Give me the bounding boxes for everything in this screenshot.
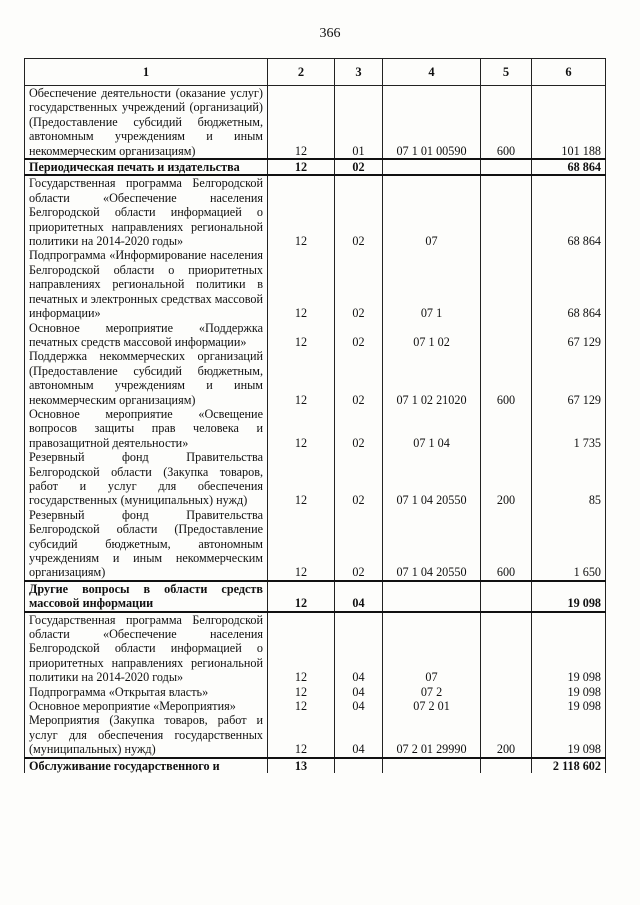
row-code-cell: 07 1 02 21020 bbox=[383, 349, 481, 407]
row-code-cell bbox=[481, 699, 532, 713]
row-code-cell: 19 098 bbox=[532, 699, 606, 713]
row-code-cell: 85 bbox=[532, 450, 606, 508]
row-code-cell: 1 735 bbox=[532, 407, 606, 450]
row-code-cell bbox=[335, 758, 383, 773]
table-header-row bbox=[25, 59, 606, 86]
row-name-cell: Основное мероприятие «Мероприятия» bbox=[25, 699, 268, 713]
row-name-cell: Подпрограмма «Информирование населения Белгородской области о приоритетных направлениях региональной политики в печатных и электронных средствах массовой информации» bbox=[25, 248, 268, 320]
table-row bbox=[25, 685, 606, 699]
row-name-cell: Основное мероприятие «Поддержка печатных средств массовой информации» bbox=[25, 321, 268, 350]
row-name-cell: Поддержка некоммерческих организаций (Предоставление субсидий бюджетным, автономным учреждениям и иным некоммерческим организациям) bbox=[25, 349, 268, 407]
row-code-cell: 200 bbox=[481, 713, 532, 757]
row-code-cell: 02 bbox=[335, 321, 383, 350]
table-row bbox=[25, 508, 606, 581]
row-code-cell: 12 bbox=[268, 248, 335, 320]
row-code-cell bbox=[383, 159, 481, 175]
row-code-cell: 04 bbox=[335, 685, 383, 699]
table-row bbox=[25, 713, 606, 757]
row-code-cell: 07 bbox=[383, 612, 481, 685]
row-code-cell bbox=[481, 248, 532, 320]
row-code-cell bbox=[383, 581, 481, 612]
section-row bbox=[25, 758, 606, 773]
row-name-cell: Подпрограмма «Открытая власть» bbox=[25, 685, 268, 699]
table-row bbox=[25, 175, 606, 248]
row-name-cell: Мероприятия (Закупка товаров, работ и услуг для обеспечения государственных (муниципальных) нужд) bbox=[25, 713, 268, 757]
row-code-cell: 2 118 602 bbox=[532, 758, 606, 773]
table-row bbox=[25, 450, 606, 508]
row-name-cell: Периодическая печать и издательства bbox=[25, 159, 268, 175]
row-code-cell: 68 864 bbox=[532, 248, 606, 320]
row-code-cell: 07 1 04 20550 bbox=[383, 508, 481, 581]
row-code-cell: 04 bbox=[335, 581, 383, 612]
page-number: 366 bbox=[319, 26, 341, 41]
table-row bbox=[25, 699, 606, 713]
row-code-cell: 07 bbox=[383, 175, 481, 248]
row-code-cell bbox=[481, 612, 532, 685]
row-name-cell: Другие вопросы в области средств массовой информации bbox=[25, 581, 268, 612]
table-row bbox=[25, 612, 606, 685]
row-name-cell: Резервный фонд Правительства Белгородской области (Закупка товаров, работ и услуг для обеспечения государственных (муниципальных) нужд) bbox=[25, 450, 268, 508]
row-code-cell: 12 bbox=[268, 612, 335, 685]
row-code-cell: 12 bbox=[268, 86, 335, 160]
row-code-cell: 19 098 bbox=[532, 581, 606, 612]
row-code-cell: 13 bbox=[268, 758, 335, 773]
row-code-cell: 68 864 bbox=[532, 159, 606, 175]
row-code-cell bbox=[481, 175, 532, 248]
row-code-cell: 600 bbox=[481, 349, 532, 407]
row-code-cell: 12 bbox=[268, 508, 335, 581]
row-name-cell: Основное мероприятие «Освещение вопросов защиты прав человека и правозащитной деятельности» bbox=[25, 407, 268, 450]
row-code-cell bbox=[481, 581, 532, 612]
header-cell: 5 bbox=[481, 59, 532, 86]
table-row bbox=[25, 321, 606, 350]
row-code-cell: 1 650 bbox=[532, 508, 606, 581]
header-cell: 1 bbox=[25, 59, 268, 86]
row-code-cell: 07 2 01 29990 bbox=[383, 713, 481, 757]
row-code-cell: 02 bbox=[335, 175, 383, 248]
row-code-cell: 02 bbox=[335, 159, 383, 175]
row-code-cell: 02 bbox=[335, 508, 383, 581]
row-name-cell: Обеспечение деятельности (оказание услуг) государственных учреждений (организаций) (Предоставление субсидий бюджетным, автономным учреждениям и иным некоммерческим организациям) bbox=[25, 86, 268, 160]
row-code-cell: 02 bbox=[335, 407, 383, 450]
row-code-cell: 68 864 bbox=[532, 175, 606, 248]
row-code-cell: 07 1 bbox=[383, 248, 481, 320]
row-name-cell: Резервный фонд Правительства Белгородской области (Предоставление субсидий бюджетным, автономным учреждениям и иным некоммерческим организациям) bbox=[25, 508, 268, 581]
row-code-cell: 02 bbox=[335, 248, 383, 320]
row-code-cell: 19 098 bbox=[532, 612, 606, 685]
row-code-cell: 12 bbox=[268, 450, 335, 508]
row-code-cell: 101 188 bbox=[532, 86, 606, 160]
row-code-cell: 67 129 bbox=[532, 321, 606, 350]
header-cell: 3 bbox=[335, 59, 383, 86]
budget-table bbox=[24, 58, 606, 773]
row-code-cell: 12 bbox=[268, 159, 335, 175]
table-row bbox=[25, 407, 606, 450]
row-code-cell: 600 bbox=[481, 86, 532, 160]
header-cell: 2 bbox=[268, 59, 335, 86]
row-code-cell: 19 098 bbox=[532, 685, 606, 699]
row-code-cell: 02 bbox=[335, 450, 383, 508]
row-code-cell bbox=[481, 685, 532, 699]
row-code-cell bbox=[383, 758, 481, 773]
table-row bbox=[25, 349, 606, 407]
row-code-cell: 01 bbox=[335, 86, 383, 160]
row-code-cell: 12 bbox=[268, 349, 335, 407]
header-cell: 4 bbox=[383, 59, 481, 86]
table-row bbox=[25, 248, 606, 320]
section-row bbox=[25, 159, 606, 175]
row-code-cell: 04 bbox=[335, 713, 383, 757]
row-code-cell: 12 bbox=[268, 407, 335, 450]
row-name-cell: Государственная программа Белгородской области «Обеспечение населения Белгородской области информацией о приоритетных направлениях региональной политики на 2014-2020 годы» bbox=[25, 612, 268, 685]
row-code-cell: 07 1 04 20550 bbox=[383, 450, 481, 508]
section-row bbox=[25, 581, 606, 612]
row-code-cell: 67 129 bbox=[532, 349, 606, 407]
row-name-cell: Обслуживание государственного и bbox=[25, 758, 268, 773]
row-code-cell: 12 bbox=[268, 685, 335, 699]
row-code-cell bbox=[481, 159, 532, 175]
row-code-cell: 02 bbox=[335, 349, 383, 407]
row-code-cell: 200 bbox=[481, 450, 532, 508]
row-code-cell: 12 bbox=[268, 321, 335, 350]
row-code-cell: 12 bbox=[268, 175, 335, 248]
row-code-cell: 04 bbox=[335, 612, 383, 685]
row-code-cell: 04 bbox=[335, 699, 383, 713]
table-row bbox=[25, 86, 606, 160]
row-code-cell: 07 1 02 bbox=[383, 321, 481, 350]
row-code-cell: 07 2 bbox=[383, 685, 481, 699]
row-code-cell bbox=[481, 321, 532, 350]
row-code-cell: 19 098 bbox=[532, 713, 606, 757]
header-cell: 6 bbox=[532, 59, 606, 86]
row-code-cell: 12 bbox=[268, 713, 335, 757]
row-code-cell bbox=[481, 407, 532, 450]
row-code-cell: 07 2 01 bbox=[383, 699, 481, 713]
row-code-cell bbox=[481, 758, 532, 773]
row-name-cell: Государственная программа Белгородской области «Обеспечение населения Белгородской области информацией о приоритетных направлениях региональной политики на 2014-2020 годы» bbox=[25, 175, 268, 248]
row-code-cell: 07 1 04 bbox=[383, 407, 481, 450]
row-code-cell: 12 bbox=[268, 581, 335, 612]
row-code-cell: 07 1 01 00590 bbox=[383, 86, 481, 160]
row-code-cell: 600 bbox=[481, 508, 532, 581]
row-code-cell: 12 bbox=[268, 699, 335, 713]
